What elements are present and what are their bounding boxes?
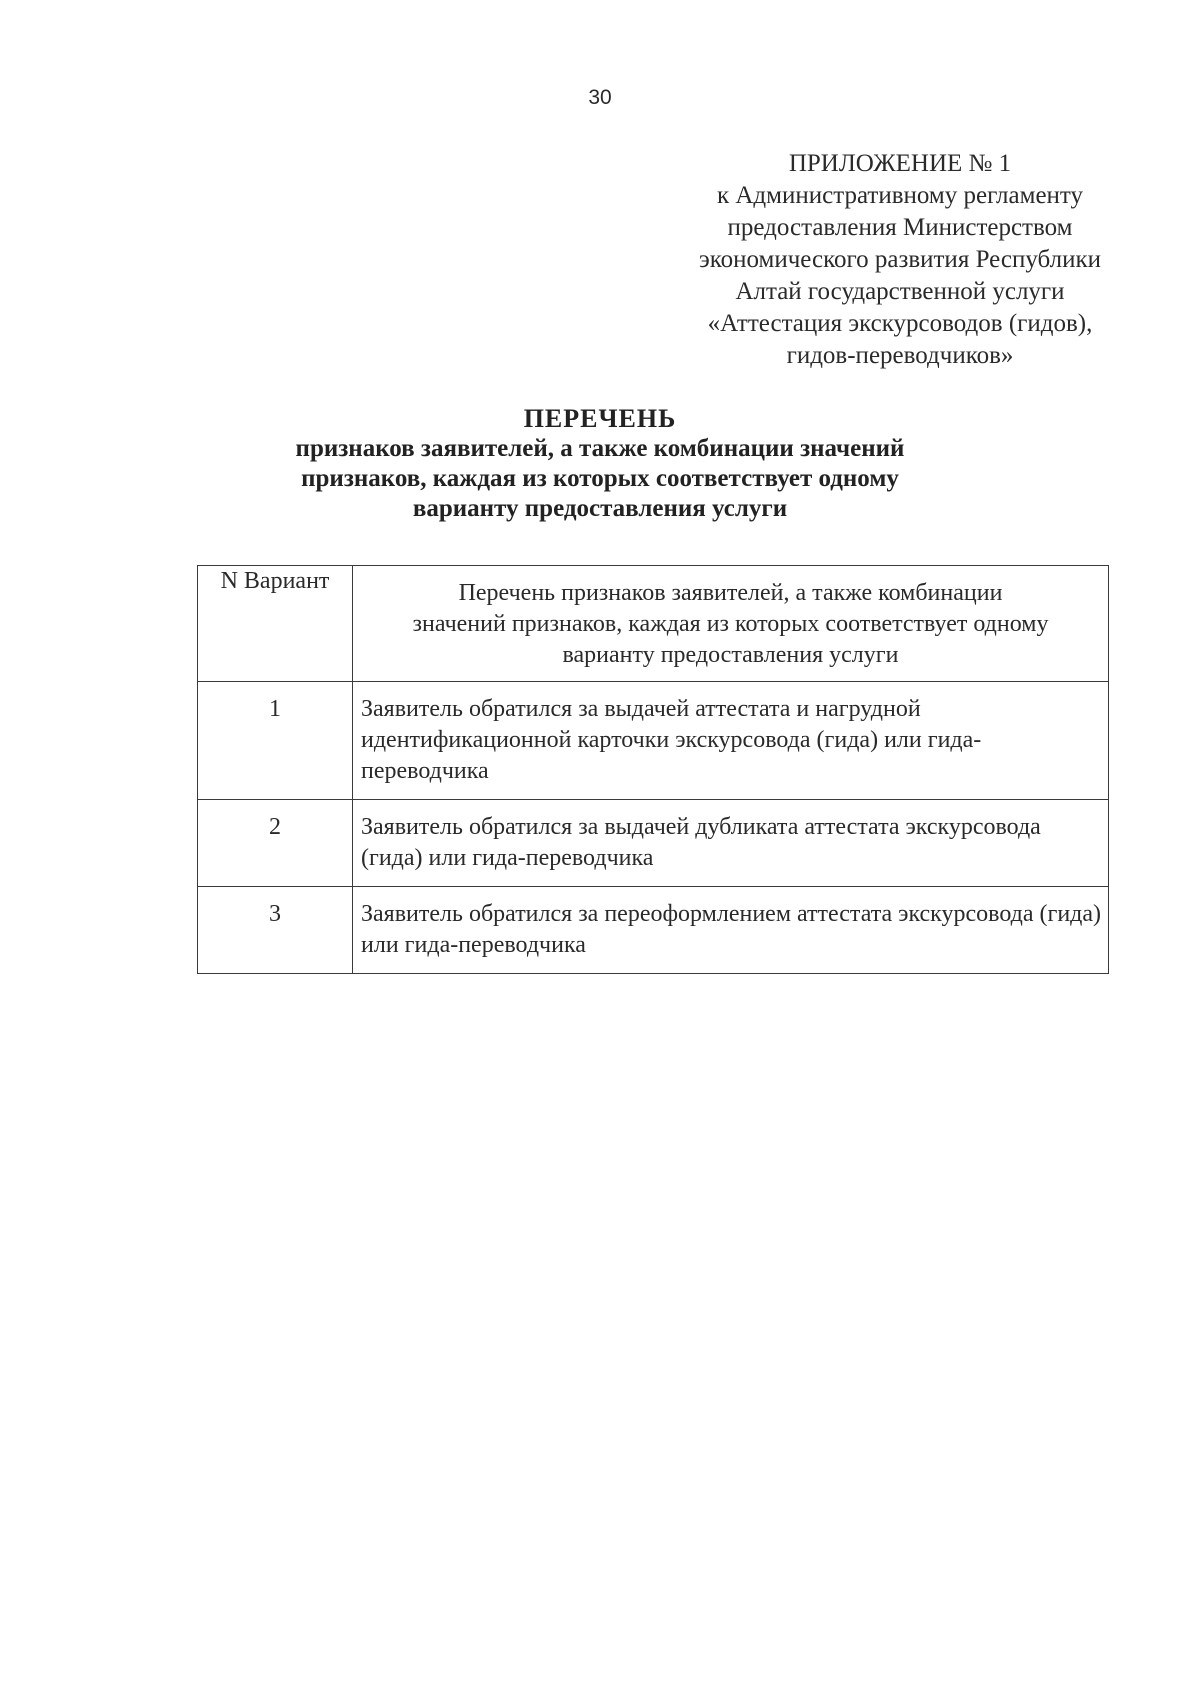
- document-title: [150, 404, 1050, 524]
- header-description-line: значений признаков, каждая из которых соответствует одному: [412, 611, 1049, 637]
- appendix-line: «Аттестация экскурсоводов (гидов),: [707, 310, 1093, 337]
- appendix-line: ПРИЛОЖЕНИЕ № 1: [788, 150, 1012, 177]
- title-line: признаков, каждая из которых соответствует одному: [301, 465, 899, 492]
- appendix-line: гидов-переводчиков»: [786, 342, 1014, 369]
- table-row: [198, 887, 1109, 974]
- variants-table: [197, 565, 1109, 974]
- title-line: признаков заявителей, а также комбинации значений: [295, 435, 905, 462]
- title-heading: ПЕРЕЧЕНЬ: [523, 404, 677, 433]
- variant-description: Заявитель обратился за выдачей дубликата аттестата экскурсовода (гида) или гида-переводчика: [353, 800, 1109, 887]
- variant-description: Заявитель обратился за переоформлением аттестата экскурсовода (гида) или гида-переводчика: [353, 887, 1109, 974]
- header-number-cell: N Вариант: [198, 566, 353, 682]
- appendix-line: к Административному регламенту: [716, 182, 1084, 209]
- variant-description: Заявитель обратился за выдачей аттестата и нагрудной идентификационной карточки экскурсовода (гида) или гида-переводчика: [353, 682, 1109, 800]
- title-line: варианту предоставления услуги: [412, 495, 788, 522]
- appendix-block: [620, 148, 1180, 372]
- variant-number: 3: [198, 887, 353, 974]
- table-row: [198, 800, 1109, 887]
- table-header-row: [198, 566, 1109, 682]
- appendix-line: предоставления Министерством: [727, 214, 1073, 241]
- variant-number: 1: [198, 682, 353, 800]
- appendix-line: экономического развития Республики: [699, 246, 1101, 273]
- variant-number: 2: [198, 800, 353, 887]
- header-description-cell: [353, 566, 1109, 682]
- header-description-line: Перечень признаков заявителей, а также комбинации: [458, 580, 1003, 606]
- page-number: 30: [588, 86, 612, 109]
- table-row: [198, 682, 1109, 800]
- appendix-line: Алтай государственной услуги: [735, 278, 1065, 305]
- header-description-line: варианту предоставления услуги: [562, 642, 899, 668]
